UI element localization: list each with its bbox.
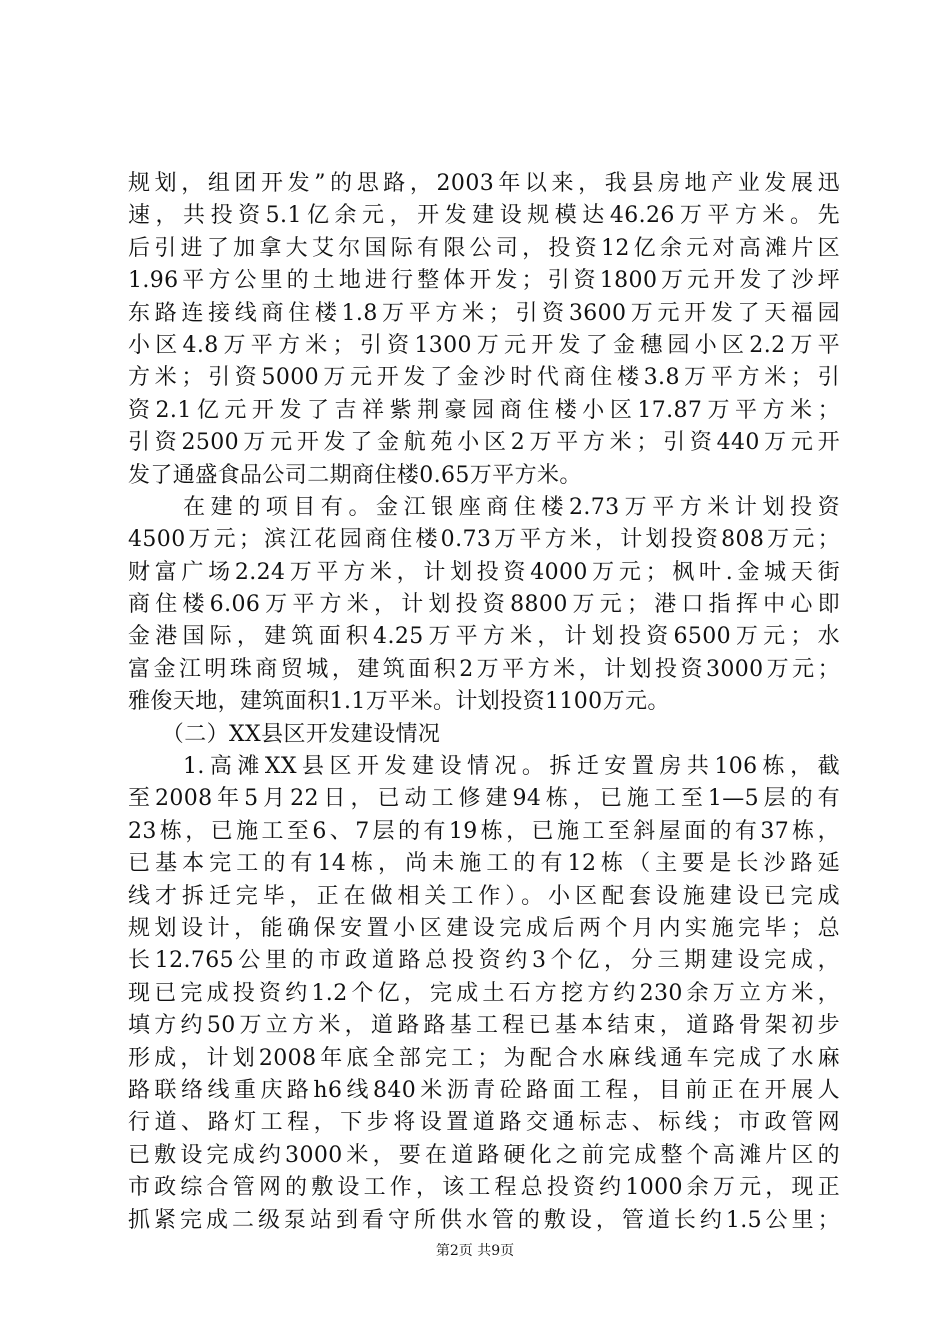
text-line: 形成，计划2008年底全部完工；为配合水麻线通车完成了水麻 — [128, 1045, 840, 1071]
text-line: 财富广场2.24万平方米，计划投资4000万元；枫叶.金城天街 — [128, 559, 840, 585]
text-line: 后引进了加拿大艾尔国际有限公司，投资12亿余元对高滩片区 — [128, 235, 840, 261]
text-line: 已敷设完成约3000米，要在道路硬化之前完成整个高滩片区的 — [128, 1142, 840, 1168]
text-line: 方米；引资5000万元开发了金沙时代商住楼3.8万平方米；引 — [128, 365, 840, 391]
text-line: 市政综合管网的敷设工作，该工程总投资约1000余万元，现正 — [128, 1175, 840, 1201]
text-line: 金港国际，建筑面积4.25万平方米，计划投资6500万元；水 — [128, 624, 840, 650]
text-line: 小区4.8万平方米；引资1300万元开发了金穗园小区2.2万平 — [128, 332, 840, 358]
body-text — [128, 168, 840, 1237]
text-line: 引资2500万元开发了金航苑小区2万平方米；引资440万元开 — [128, 430, 840, 456]
text-line: 富金江明珠商贸城，建筑面积2万平方米，计划投资3000万元； — [128, 656, 840, 682]
text-line: 填方约50万立方米，道路路基工程已基本结束，道路骨架初步 — [128, 1013, 840, 1039]
text-line: 至2008年5月22日，已动工修建94栋，已施工至1—5层的有 — [128, 786, 840, 812]
text-line: 规划设计，能确保安置小区建设完成后两个月内实施完毕；总 — [128, 915, 840, 941]
text-line: 线才拆迁完毕，正在做相关工作）。小区配套设施建设已完成 — [128, 883, 840, 909]
page-footer: 第2页 共9页 — [435, 1243, 515, 1259]
text-line: 在建的项目有。金江银座商住楼2.73万平方米计划投资 — [128, 494, 840, 520]
text-line: 东路连接线商住楼1.8万平方米；引资3600万元开发了天福园 — [128, 300, 840, 326]
text-line: 商住楼6.06万平方米，计划投资8800万元；港口指挥中心即 — [128, 592, 840, 618]
text-line: 资2.1亿元开发了吉祥紫荆豪园商住楼小区17.87万平方米； — [128, 397, 840, 423]
text-line: 现已完成投资约1.2个亿，完成土石方挖方约230余万立方米， — [128, 980, 840, 1006]
text-line: 发了通盛食品公司二期商住楼0.65万平方米。 — [128, 462, 582, 488]
text-line: 路联络线重庆路h6线840米沥青砼路面工程，目前正在开展人 — [128, 1077, 840, 1103]
text-line: 速，共投资5.1亿余元，开发建设规模达46.26万平方米。先 — [128, 203, 840, 229]
text-line: 长12.765公里的市政道路总投资约3个亿，分三期建设完成， — [128, 948, 840, 974]
text-line: 已基本完工的有14栋，尚未施工的有12栋（主要是长沙路延 — [128, 851, 840, 877]
text-line: 23栋，已施工至6、7层的有19栋，已施工至斜屋面的有37栋， — [128, 818, 840, 844]
text-line: 抓紧完成二级泵站到看守所供水管的敷设，管道长约1.5公里； — [128, 1207, 840, 1233]
text-line: 雅俊天地，建筑面积1.1万平米。计划投资1100万元。 — [128, 689, 670, 715]
text-line: （二）XX县区开发建设情况 — [128, 721, 441, 747]
text-line: 1.96平方公里的土地进行整体开发；引资1800万元开发了沙坪 — [128, 268, 840, 294]
text-line: 规划，组团开发”的思路，2003年以来，我县房地产业发展迅 — [128, 171, 840, 196]
text-line: 4500万元；滨江花园商住楼0.73万平方米，计划投资808万元； — [128, 527, 840, 553]
text-line: 1.高滩XX县区开发建设情况。拆迁安置房共106栋，截 — [128, 754, 840, 780]
text-line: 行道、路灯工程，下步将设置道路交通标志、标线；市政管网 — [128, 1110, 840, 1136]
